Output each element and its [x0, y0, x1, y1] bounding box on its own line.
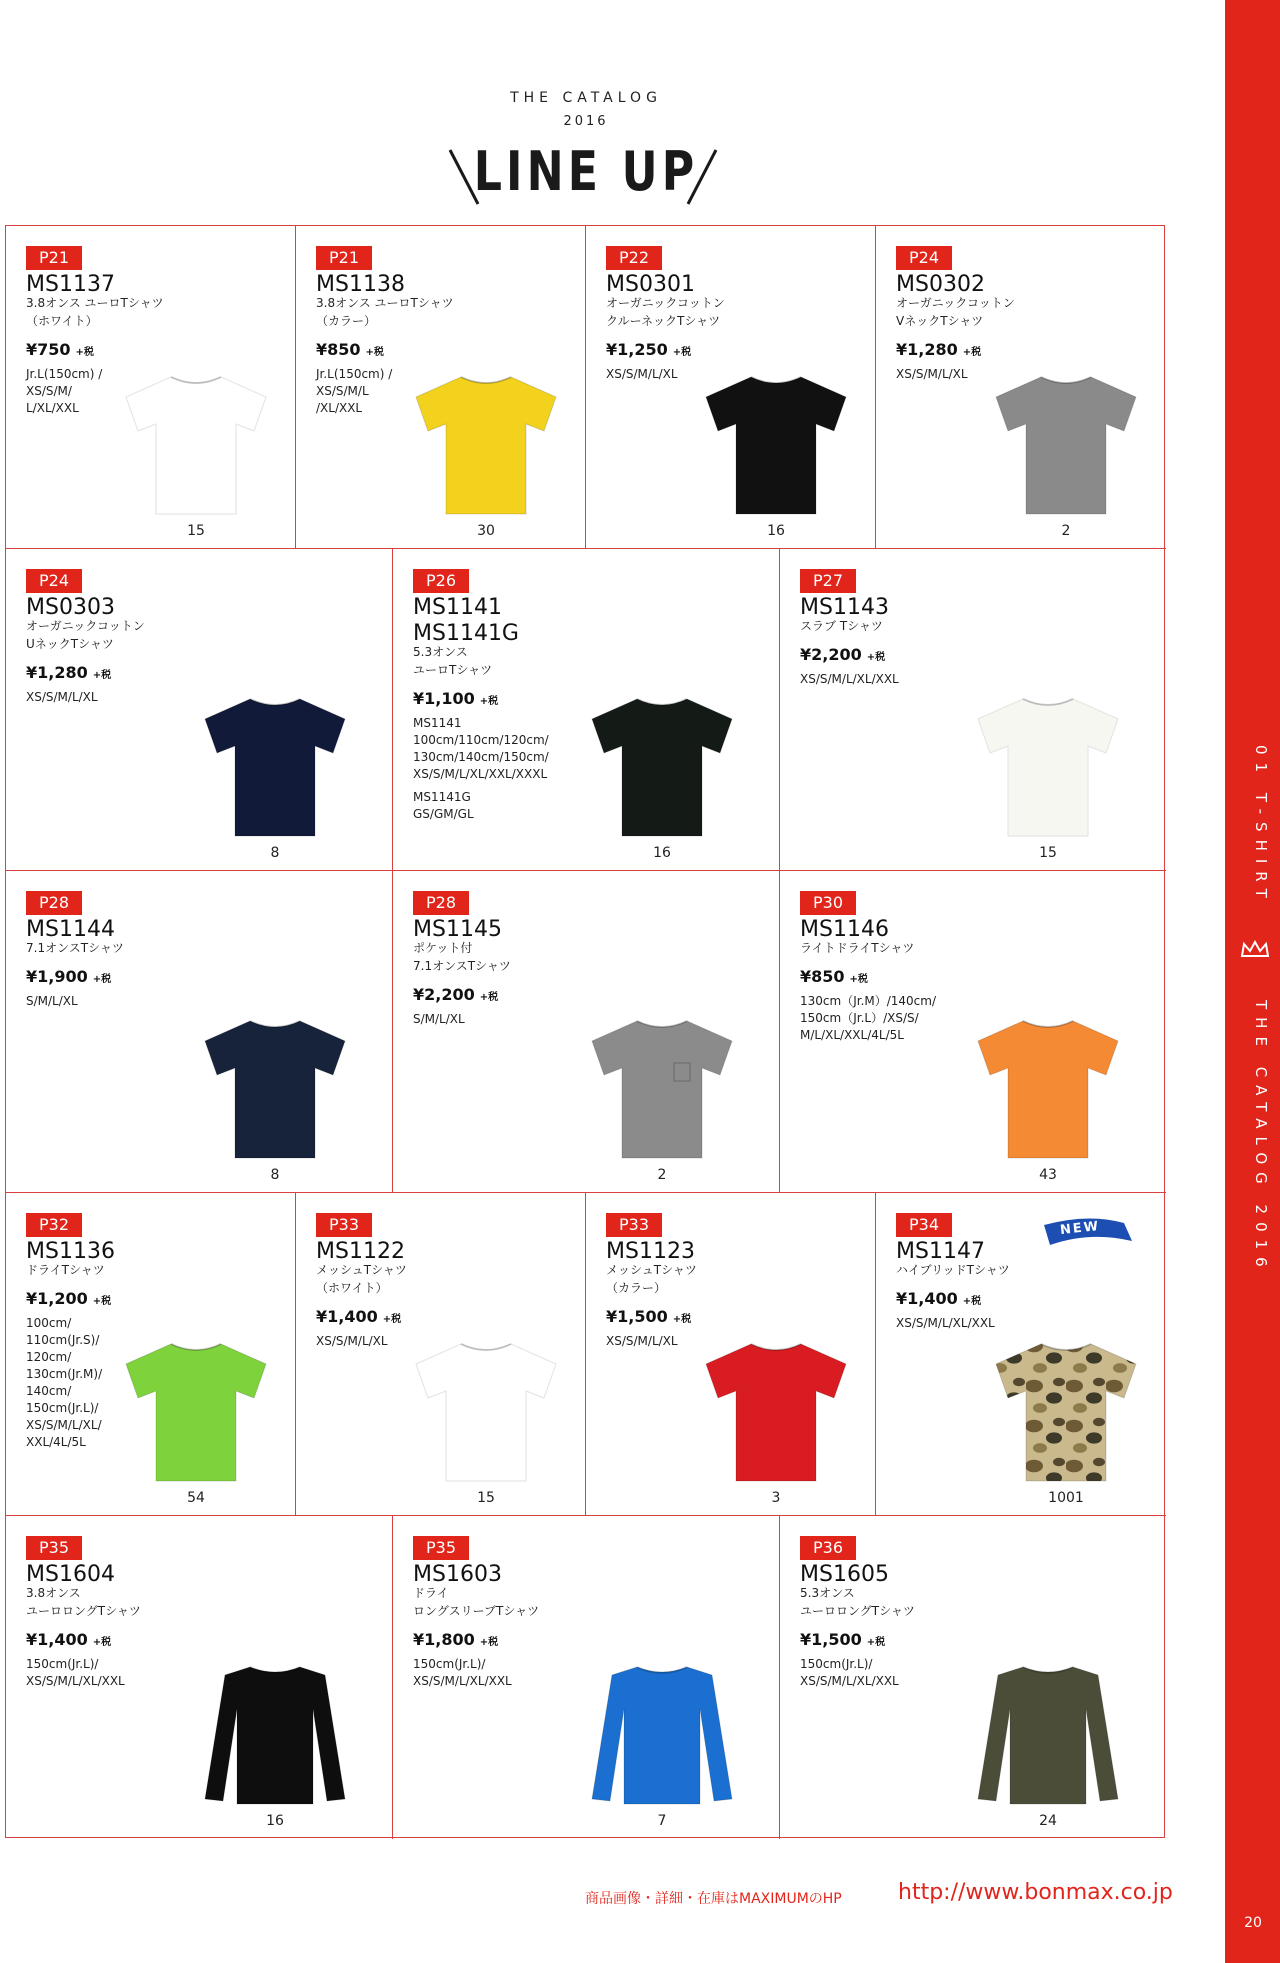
- product-description: オーガニックコットン UネックTシャツ: [26, 619, 145, 651]
- catalog-label: THE CATALOG: [510, 90, 662, 106]
- product-card[interactable]: [296, 1193, 586, 1516]
- product-card[interactable]: [393, 1516, 780, 1839]
- product-sizes: XS/S/M/L/XL: [606, 367, 678, 381]
- product-grid: [5, 225, 1165, 1838]
- side-section-label: 01 T-SHIRT: [1252, 745, 1270, 906]
- product-code: MS1603: [413, 1562, 502, 1587]
- tshirt-image: [582, 691, 742, 841]
- tshirt-image: [195, 691, 355, 841]
- product-card[interactable]: [780, 1516, 1166, 1839]
- color-count: 8: [270, 1167, 280, 1183]
- product-code: MS0302: [896, 272, 985, 297]
- product-code: MS1147: [896, 1239, 985, 1264]
- page-badge: P28: [413, 891, 469, 915]
- product-card[interactable]: [876, 1193, 1166, 1516]
- product-sizes: 130cm（Jr.M）/140cm/ 150cm（Jr.L）/XS/S/ M/L/XL/XXL/4L/5L: [800, 994, 937, 1042]
- page-badge: P24: [26, 569, 82, 593]
- tshirt-image: [968, 1659, 1128, 1809]
- color-count: 16: [767, 523, 785, 539]
- page-badge: P34: [896, 1213, 952, 1237]
- page-badge: P33: [316, 1213, 372, 1237]
- product-price: ¥1,400 +税: [26, 1630, 112, 1649]
- product-code: MS1136: [26, 1239, 115, 1264]
- product-description: ライトドライTシャツ: [800, 941, 915, 955]
- product-card[interactable]: [586, 1193, 876, 1516]
- page-badge: P35: [26, 1536, 82, 1560]
- product-description: 3.8オンス ユーロTシャツ （ホワイト）: [26, 296, 164, 328]
- product-code: MS1146: [800, 917, 889, 942]
- product-code: MS1145: [413, 917, 502, 942]
- product-code: MS0301: [606, 272, 695, 297]
- product-sizes: XS/S/M/L/XL: [26, 690, 98, 704]
- product-price: ¥1,280 +税: [26, 663, 112, 682]
- product-sizes: XS/S/M/L/XL: [606, 1334, 678, 1348]
- product-card[interactable]: [780, 549, 1166, 871]
- product-sizes: S/M/L/XL: [26, 994, 78, 1008]
- product-sizes: 100cm/ 110cm(Jr.S)/ 120cm/ 130cm(Jr.M)/ 140cm/ 150cm(Jr.L)/ XS/S/M/L/XL/ XXL/4L/5L: [26, 1316, 103, 1449]
- product-price: ¥2,200 +税: [413, 985, 499, 1004]
- product-description: メッシュTシャツ （カラー）: [606, 1263, 697, 1295]
- color-count: 7: [657, 1813, 667, 1829]
- product-code: MS1141: [413, 595, 502, 620]
- tshirt-image: [968, 1013, 1128, 1163]
- product-code: MS1122: [316, 1239, 405, 1264]
- product-description: 3.8オンス ユーロロングTシャツ: [26, 1586, 141, 1618]
- slash-right-icon: [684, 148, 720, 206]
- product-card[interactable]: [393, 871, 780, 1193]
- product-price: ¥1,400 +税: [316, 1307, 402, 1326]
- tshirt-image: [195, 1013, 355, 1163]
- product-card[interactable]: [393, 549, 780, 871]
- product-sizes: 150cm(Jr.L)/ XS/S/M/L/XL/XXL: [800, 1657, 899, 1688]
- product-code: MS1138: [316, 272, 405, 297]
- product-price: ¥850 +税: [800, 967, 868, 986]
- product-sizes: MS1141 100cm/110cm/120cm/ 130cm/140cm/150cm/ XS/S/M/L/XL/XXL/XXXL MS1141G GS/GM/GL: [413, 716, 549, 821]
- product-card[interactable]: [6, 226, 296, 549]
- website-link[interactable]: http://www.bonmax.co.jp: [898, 1880, 1173, 1905]
- product-card[interactable]: [876, 226, 1166, 549]
- page-title: LINE UP: [473, 140, 699, 203]
- crown-icon: [1240, 940, 1270, 958]
- product-price: ¥1,500 +税: [800, 1630, 886, 1649]
- color-count: 16: [653, 845, 671, 861]
- tshirt-image: [696, 369, 856, 519]
- product-sizes: S/M/L/XL: [413, 1012, 465, 1026]
- product-description: ハイブリッドTシャツ: [896, 1263, 1010, 1277]
- product-description: 5.3オンス ユーロTシャツ: [413, 645, 493, 677]
- color-count: 15: [1039, 845, 1057, 861]
- tshirt-image: [986, 369, 1146, 519]
- page-badge: P21: [316, 246, 372, 270]
- product-price: ¥1,100 +税: [413, 689, 499, 708]
- product-description: スラブ Tシャツ: [800, 619, 883, 633]
- product-code: MS1123: [606, 1239, 695, 1264]
- product-card[interactable]: [296, 226, 586, 549]
- product-price: ¥1,500 +税: [606, 1307, 692, 1326]
- product-price: ¥1,280 +税: [896, 340, 982, 359]
- product-sizes: XS/S/M/L/XL: [316, 1334, 388, 1348]
- product-card[interactable]: [6, 549, 393, 871]
- tshirt-image: [968, 691, 1128, 841]
- color-count: 2: [1061, 523, 1071, 539]
- page-badge: P22: [606, 246, 662, 270]
- tshirt-image: [582, 1013, 742, 1163]
- page-badge: P33: [606, 1213, 662, 1237]
- product-price: ¥1,250 +税: [606, 340, 692, 359]
- page-badge: P26: [413, 569, 469, 593]
- product-card[interactable]: [780, 871, 1166, 1193]
- product-description: オーガニックコットン クルーネックTシャツ: [606, 296, 725, 328]
- page-badge: P28: [26, 891, 82, 915]
- side-catalog-label: THE CATALOG 2016: [1252, 1000, 1270, 1275]
- product-description: ドライ ロングスリーブTシャツ: [413, 1586, 540, 1618]
- product-description: ポケット付 7.1オンスTシャツ: [413, 941, 511, 973]
- tshirt-image: [116, 369, 276, 519]
- product-sizes: 150cm(Jr.L)/ XS/S/M/L/XL/XXL: [413, 1657, 512, 1688]
- color-count: 8: [270, 845, 280, 861]
- product-sizes: Jr.L(150cm) / XS/S/M/L /XL/XXL: [316, 367, 393, 415]
- color-count: 3: [771, 1490, 781, 1506]
- color-count: 2: [657, 1167, 667, 1183]
- product-card[interactable]: [586, 226, 876, 549]
- product-code: MS1144: [26, 917, 115, 942]
- color-count: 54: [187, 1490, 205, 1506]
- page-badge: P30: [800, 891, 856, 915]
- product-price: ¥1,800 +税: [413, 1630, 499, 1649]
- color-count: 43: [1039, 1167, 1057, 1183]
- tshirt-image: [406, 369, 566, 519]
- product-price: ¥1,400 +税: [896, 1289, 982, 1308]
- product-card[interactable]: [6, 1516, 393, 1839]
- page-badge: P36: [800, 1536, 856, 1560]
- footer-note: 商品画像・詳細・在庫はMAXIMUMのHP: [585, 1891, 842, 1907]
- page-badge: P21: [26, 246, 82, 270]
- product-sizes: XS/S/M/L/XL/XXL: [800, 672, 899, 686]
- product-price: ¥1,200 +税: [26, 1289, 112, 1308]
- page-badge: P32: [26, 1213, 82, 1237]
- tshirt-image: [195, 1659, 355, 1809]
- page-number: 20: [1244, 1915, 1262, 1931]
- product-description: オーガニックコットン VネックTシャツ: [896, 296, 1015, 328]
- tshirt-image: [986, 1336, 1146, 1486]
- color-count: 24: [1039, 1813, 1057, 1829]
- tshirt-image: [582, 1659, 742, 1809]
- product-code: MS1604: [26, 1562, 115, 1587]
- product-price: ¥750 +税: [26, 340, 94, 359]
- product-code-secondary: MS1141G: [413, 621, 519, 646]
- product-code: MS0303: [26, 595, 115, 620]
- new-badge: NEW: [1040, 1215, 1136, 1251]
- product-sizes: Jr.L(150cm) / XS/S/M/ L/XL/XXL: [26, 367, 103, 415]
- product-description: 5.3オンス ユーロロングTシャツ: [800, 1586, 915, 1618]
- product-sizes: XS/S/M/L/XL: [896, 367, 968, 381]
- page-badge: P24: [896, 246, 952, 270]
- product-price: ¥1,900 +税: [26, 967, 112, 986]
- side-band: [1225, 0, 1280, 1963]
- product-code: MS1143: [800, 595, 889, 620]
- product-description: 7.1オンスTシャツ: [26, 941, 124, 955]
- page-badge: P35: [413, 1536, 469, 1560]
- tshirt-image: [696, 1336, 856, 1486]
- product-description: 3.8オンス ユーロTシャツ （カラー）: [316, 296, 454, 328]
- color-count: 15: [477, 1490, 495, 1506]
- product-sizes: XS/S/M/L/XL/XXL: [896, 1316, 995, 1330]
- catalog-year: 2016: [563, 114, 609, 129]
- page-badge: P27: [800, 569, 856, 593]
- product-description: ドライTシャツ: [26, 1263, 105, 1277]
- color-count: 30: [477, 523, 495, 539]
- product-price: ¥850 +税: [316, 340, 384, 359]
- product-card[interactable]: [6, 1193, 296, 1516]
- product-code: MS1137: [26, 272, 115, 297]
- product-price: ¥2,200 +税: [800, 645, 886, 664]
- product-sizes: 150cm(Jr.L)/ XS/S/M/L/XL/XXL: [26, 1657, 125, 1688]
- tshirt-image: [116, 1336, 276, 1486]
- product-code: MS1605: [800, 1562, 889, 1587]
- color-count: 15: [187, 523, 205, 539]
- color-count: 16: [266, 1813, 284, 1829]
- tshirt-image: [406, 1336, 566, 1486]
- product-card[interactable]: [6, 871, 393, 1193]
- product-description: メッシュTシャツ （ホワイト）: [316, 1263, 407, 1295]
- color-count: 1001: [1048, 1490, 1084, 1506]
